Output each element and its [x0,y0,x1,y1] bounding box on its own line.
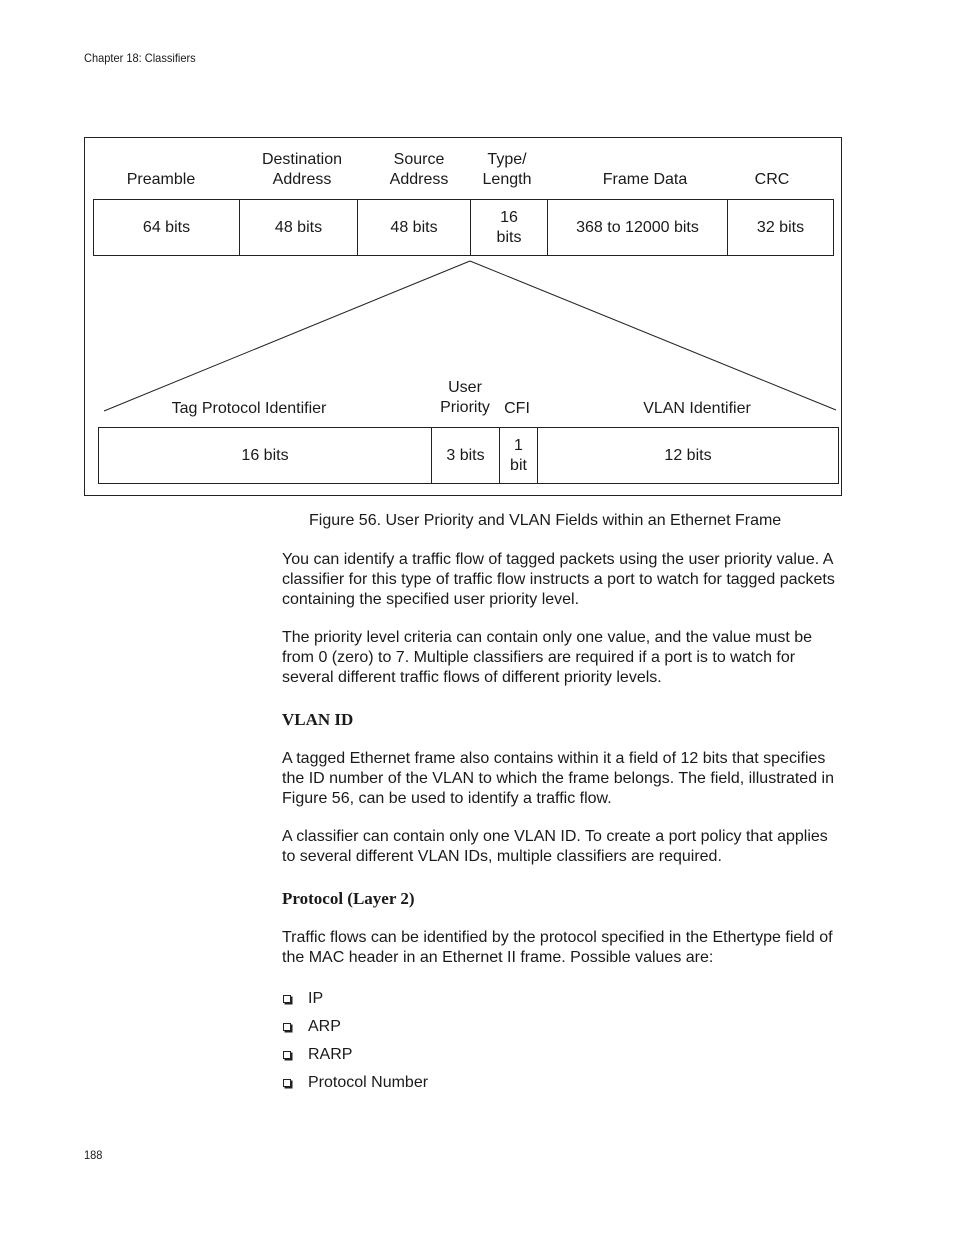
checkbox-bullet-icon [283,1023,291,1031]
paragraph-user-priority: You can identify a traffic flow of tagged packets using the user priority value. A classifier for this type of traffic flow instructs a port to watch for tagged packets containing the specified user priority level. [282,551,835,608]
label-cfi: CFI [504,400,530,417]
list-item [282,985,428,1013]
heading-protocol-layer2: Protocol (Layer 2) [282,889,415,908]
label-preamble: Preamble [126,171,196,188]
field-vlan-identifier: 12 bits [664,446,712,464]
tag-fields-row [98,427,839,484]
checkbox-bullet-icon [283,1051,291,1059]
page-number: 188 [84,1148,103,1162]
paragraph-vlan-field: A tagged Ethernet frame also contains within it a field of 12 bits that specifies the ID number of the VLAN to which the frame belongs. The field, illustrated in Figure 56, can be used to identify a traffic flow. [282,750,834,807]
field-cfi: 1 bit [500,428,538,483]
paragraph-protocol: Traffic flows can be identified by the protocol specified in the Ethertype field of the MAC header in an Ethernet II frame. Possible values are: [282,929,833,966]
label-tag-protocol-identifier: Tag Protocol Identifier [171,400,327,417]
field-frame-data: 368 to 12000 bits [548,200,728,255]
label-vlan-identifier: VLAN Identifier [643,400,751,417]
paragraph-vlan-classifier: A classifier can contain only one VLAN ID. To create a port policy that applies to several different VLAN IDs, multiple classifiers are required. [282,828,828,865]
field-type-length: 16 bits [471,200,548,255]
field-destination-address: 48 bits [240,200,358,255]
list-item-label: IP [308,990,324,1007]
paragraph-priority-criteria: The priority level criteria can contain only one value, and the value must be from 0 (zero) to 7. Multiple classifiers are required if a port is to watch for several different traffic flows of different priority levels. [282,629,813,686]
list-item-label: ARP [308,1018,341,1035]
label-type-length: Type/ Length [482,151,532,188]
field-preamble: 64 bits [94,200,240,255]
field-user-priority: 3 bits [432,428,500,483]
checkbox-bullet-icon [283,995,291,1003]
label-crc: CRC [754,171,790,188]
label-user-priority: User Priority [440,379,490,416]
list-item [282,1013,428,1041]
protocol-values-list [282,985,428,1097]
checkbox-bullet-icon [283,1079,291,1087]
label-destination-address: Destination Address [261,151,343,188]
list-item-label: RARP [308,1046,353,1063]
figure-caption: Figure 56. User Priority and VLAN Fields within an Ethernet Frame [309,512,782,529]
field-crc: 32 bits [756,218,805,236]
ethernet-frame-figure [84,137,842,496]
label-source-address: Source Address [389,151,449,188]
field-source-address: 48 bits [358,200,471,255]
heading-vlan-id: VLAN ID [282,710,354,729]
field-tag-protocol-identifier: 16 bits [99,428,432,483]
list-item [282,1041,428,1069]
list-item [282,1069,428,1097]
label-frame-data: Frame Data [602,171,688,188]
chapter-header: Chapter 18: Classifiers [84,51,196,65]
list-item-label: Protocol Number [308,1074,429,1091]
